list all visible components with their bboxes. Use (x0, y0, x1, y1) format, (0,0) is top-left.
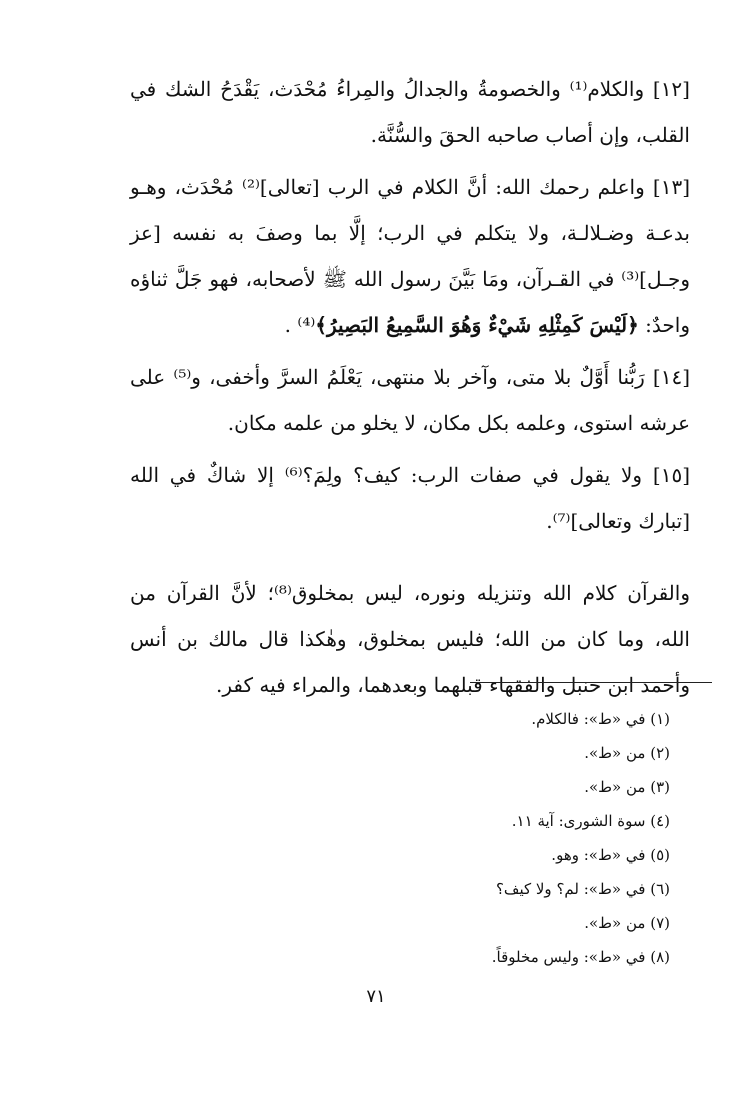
footnotes (330, 702, 670, 974)
paragraph-13-tail: ⁽⁴⁾ . (284, 313, 316, 337)
paragraph-quran-creed: والقرآن كلام الله وتنزيله ونوره، ليس بمخلوق⁽⁸⁾؛ لأنَّ القرآن من الله، وما كان من الله؛ فليس بمخلوق، وهٰكذا قال مالك بن أنس وأحمد ابن حنبل والفقهاء قبلهما وبعدهما، والمراء فيه كفر. (130, 581, 690, 697)
footnote-4: (٤) سوة الشورى: آية ١١. (511, 812, 670, 830)
footnote-3: (٣) من «ط». (584, 778, 670, 796)
page-number: ٧١ (366, 986, 386, 1007)
footnote-6: (٦) في «ط»: لم؟ ولا كيف؟ (495, 880, 670, 898)
paragraph-12: [١٢] والكلام⁽¹⁾ والخصومةُ والجدالُ والمِراءُ مُحْدَث، يَقْدَحُ الشك في القلب، وإن أصاب صاحبه الحقَ والسُّنَّة. (130, 77, 690, 147)
paragraph-13-text: [١٣] واعلم رحمك الله: أنَّ الكلام في الرب [تعالى]⁽²⁾ مُحْدَث، وهـو بدعـة وضـلالـة، ولا يتكلم في الرب؛ إلَّا بما وصفَ به نفسه [عز وجـل]⁽³⁾ في القـرآن، ومَا بَيَّنَ رسول الله ﷺ لأصحابه، فهو جَلَّ ثناؤه واحدٌ: (130, 175, 690, 337)
paragraph-14: [١٤] رَبُّنا أَوَّلٌ بلا متى، وآخر بلا منتهى، يَعْلَمُ السرَّ وأخفى، و⁽⁵⁾ على عرشه استوى، وعلمه بكل مكان، لا يخلو من علمه مكان. (130, 365, 691, 435)
footnote-8: (٨) في «ط»: وليس مخلوقاً. (491, 948, 670, 966)
paragraph-15: [١٥] ولا يقول في صفات الرب: كيف؟ ولِمَ؟⁽⁶⁾ إلا شاكٌ في الله [تبارك وتعالى]⁽⁷⁾. (130, 463, 690, 533)
main-text (130, 66, 690, 714)
footnote-7: (٧) من «ط». (584, 914, 670, 932)
footnote-divider (470, 682, 712, 683)
footnote-5: (٥) في «ط»: وهو. (551, 846, 670, 864)
footnote-1: (١) في «ط»: فالكلام. (531, 710, 670, 728)
quran-quote: ﴿لَيْسَ كَمِثْلِهِ شَيْءٌ وَهُوَ السَّمِيعُ البَصِيرُ﴾ (315, 313, 639, 337)
footnote-2: (٢) من «ط». (584, 744, 670, 762)
paragraph-13 (130, 164, 690, 348)
